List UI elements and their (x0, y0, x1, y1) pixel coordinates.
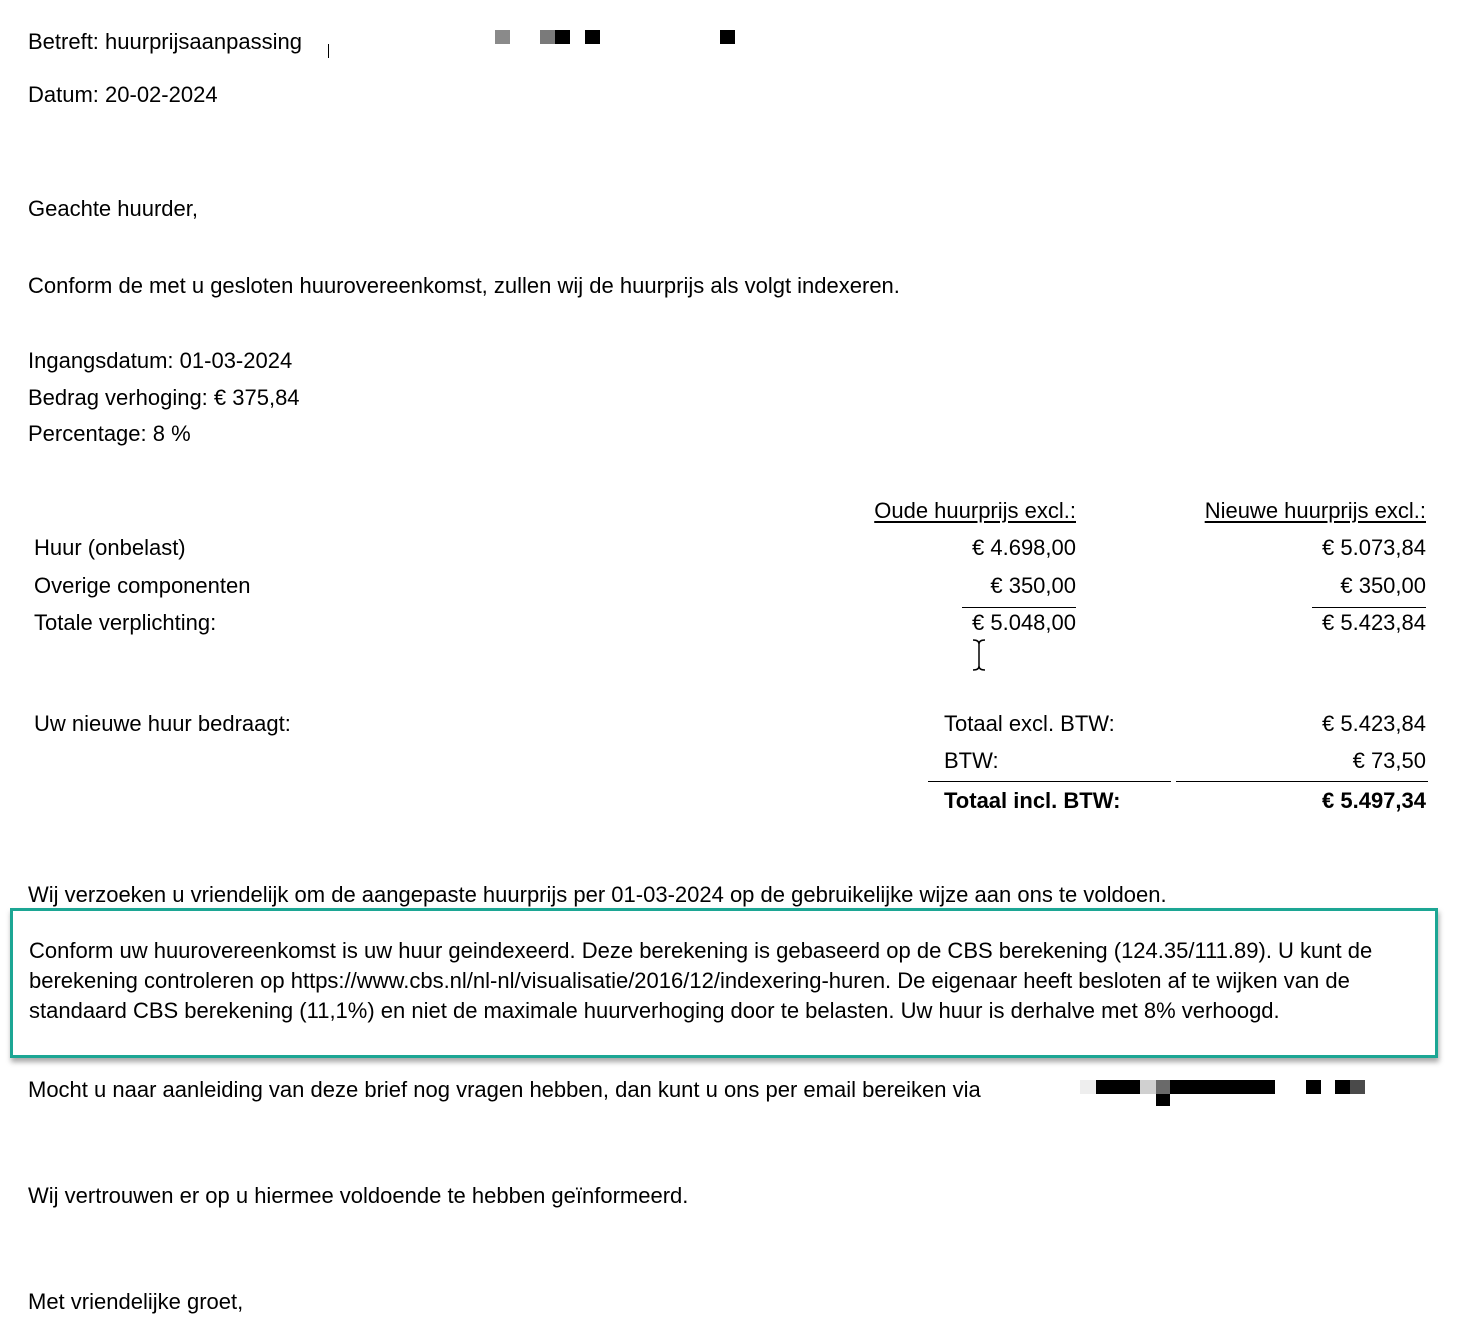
row-new-value: € 350,00 (1340, 573, 1426, 598)
indexation-callout (10, 908, 1438, 1058)
totals-row-value: € 73,50 (1352, 748, 1426, 773)
header-old-rent: Oude huurprijs excl.: (874, 498, 1076, 523)
questions-line: Mocht u naar aanleiding van deze brief nog vragen hebben, dan kunt u ons per email bereiken via (28, 1077, 981, 1102)
text-cursor-icon (970, 638, 988, 672)
totals-rule-left (928, 781, 1171, 782)
totals-intro-label: Uw nieuwe huur bedraagt: (34, 711, 291, 736)
row-label: Overige componenten (34, 573, 251, 598)
totals-row-value: € 5.497,34 (1322, 788, 1426, 813)
increase-amount: Bedrag verhoging: € 375,84 (28, 385, 300, 410)
totals-row-label: Totaal incl. BTW: (944, 788, 1121, 813)
row-label: Totale verplichting: (34, 610, 217, 635)
row-new-value: € 5.073,84 (1322, 535, 1426, 560)
totals-row-label: BTW: (944, 748, 999, 773)
totals-rule-right (1176, 781, 1428, 782)
sum-rule-new (1312, 607, 1426, 608)
callout-text: Conform uw huurovereenkomst is uw huur geindexeerd. Deze berekening is gebaseerd op de CBS berekening (124.35/111.89). U kunt de berekening controleren op https://www.cbs.nl/nl-nl/visualisatie/2016/12/indexering-huren. De eigenaar heeft besloten af te wijken van de standaard CBS berekening (11,1%) en niet de maximale huurverhoging door te belasten. Uw huur is derhalve met 8% verhoogd. (29, 938, 1373, 1023)
totals-row-label: Totaal excl. BTW: (944, 711, 1115, 736)
payment-request: Wij verzoeken u vriendelijk om de aangepaste huurprijs per 01-03-2024 op de gebruikelijke wijze aan ons te voldoen. (28, 882, 1167, 907)
salutation: Geachte huurder, (28, 196, 199, 221)
sum-rule-old (962, 607, 1076, 608)
subject-line: Betreft: huurprijsaanpassing (28, 29, 302, 54)
totals-row-value: € 5.423,84 (1322, 711, 1426, 736)
row-old-value: € 5.048,00 (972, 610, 1076, 635)
informed-line: Wij vertrouwen er op u hiermee voldoende te hebben geïnformeerd. (28, 1183, 689, 1208)
row-label: Huur (onbelast) (34, 535, 186, 560)
text-caret (328, 44, 329, 58)
letter-date: Datum: 20-02-2024 (28, 82, 218, 107)
row-old-value: € 350,00 (990, 573, 1076, 598)
effective-date: Ingangsdatum: 01-03-2024 (28, 348, 293, 373)
increase-percentage: Percentage: 8 % (28, 421, 191, 446)
closing-line: Met vriendelijke groet, (28, 1289, 244, 1314)
row-old-value: € 4.698,00 (972, 535, 1076, 560)
row-new-value: € 5.423,84 (1322, 610, 1426, 635)
header-new-rent: Nieuwe huurprijs excl.: (1204, 498, 1426, 523)
intro-paragraph: Conform de met u gesloten huurovereenkomst, zullen wij de huurprijs als volgt indexeren. (28, 273, 900, 298)
